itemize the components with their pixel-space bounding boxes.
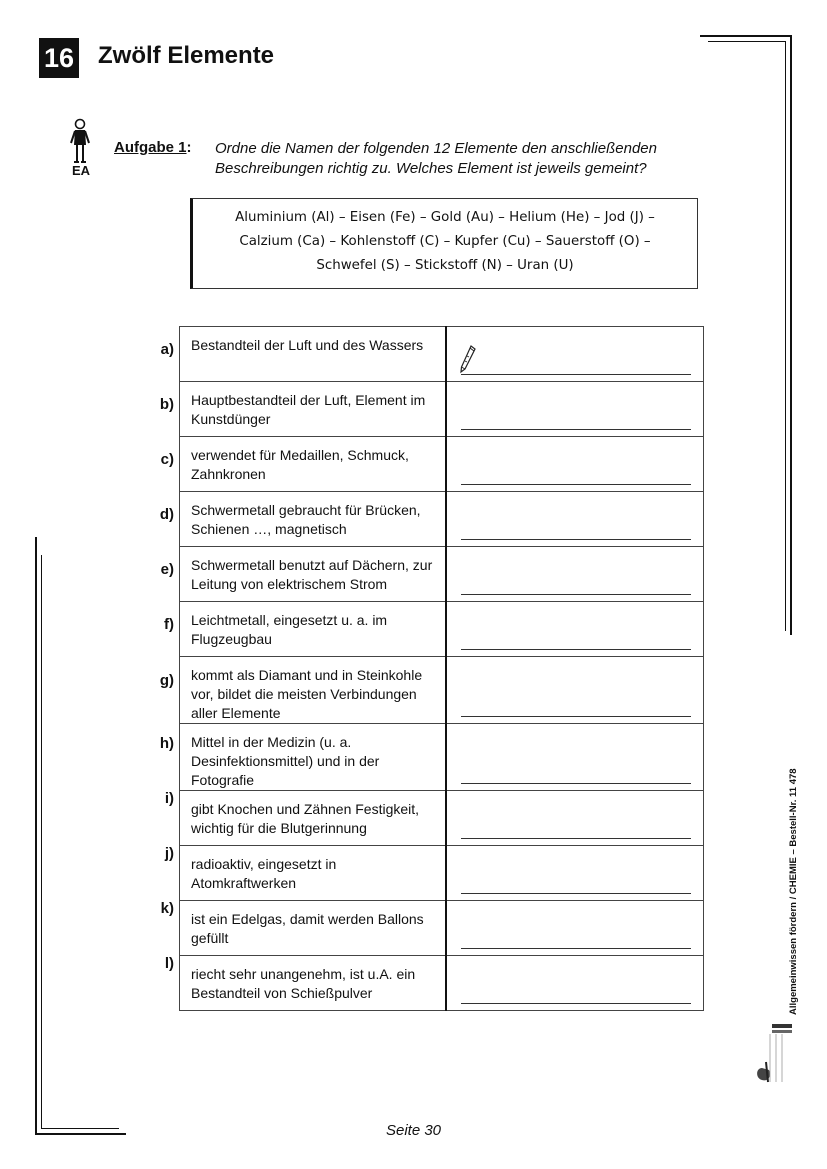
row-letter: b) <box>159 396 174 413</box>
table-row <box>180 547 704 602</box>
answer-field[interactable] <box>446 602 704 657</box>
row-description: radioaktiv, eingesetzt in Atomkraftwerken <box>180 846 446 901</box>
row-description: riecht sehr unangenehm, ist u.A. ein Bestandteil von Schießpulver <box>180 956 446 1011</box>
word-box-line: Calzium (Ca) – Kohlenstoff (C) – Kupfer (Cu) – Sauerstoff (O) – <box>239 234 651 249</box>
row-letter: h) <box>159 735 174 752</box>
answer-line <box>461 948 691 949</box>
answer-line <box>461 539 691 540</box>
frame-line-top-right-v2 <box>785 41 786 631</box>
answer-line <box>461 783 691 784</box>
answer-field[interactable] <box>446 901 704 956</box>
answer-field[interactable] <box>446 327 704 382</box>
row-letter: j) <box>164 845 174 862</box>
row-letter: f) <box>164 616 174 633</box>
row-letter: k) <box>160 900 174 917</box>
answer-line <box>461 649 691 650</box>
answer-field[interactable] <box>446 724 704 791</box>
page-title: Zwölf Elemente <box>98 42 275 69</box>
row-description: gibt Knochen und Zähnen Festigkeit, wichtig für die Blutgerinnung <box>180 791 446 846</box>
answer-field[interactable] <box>446 382 704 437</box>
row-description: Mittel in der Medizin (u. a. Desinfektionsmittel) und in der Fotografie <box>180 724 446 791</box>
table-row <box>180 327 704 382</box>
element-word-box <box>190 198 698 289</box>
frame-line-top-right-h1 <box>700 35 792 37</box>
answer-line <box>461 1003 691 1004</box>
task-label-text: Aufgabe 1 <box>114 139 187 156</box>
row-letter: c) <box>160 451 174 468</box>
row-description: Hauptbestandteil der Luft, Element im Kunstdünger <box>180 382 446 437</box>
question-table <box>179 326 704 1011</box>
table-row <box>180 492 704 547</box>
table-row <box>180 437 704 492</box>
row-description: Schwermetall benutzt auf Dächern, zur Leitung von elektrischem Strom <box>180 547 446 602</box>
answer-field[interactable] <box>446 492 704 547</box>
word-box-line: Aluminium (Al) – Eisen (Fe) – Gold (Au) – Helium (He) – Jod (J) – <box>235 210 655 225</box>
row-letter: i) <box>164 790 174 807</box>
frame-line-top-right-v1 <box>790 35 792 635</box>
answer-line <box>461 484 691 485</box>
answer-line <box>461 716 691 717</box>
answer-line <box>461 594 691 595</box>
answer-field[interactable] <box>446 846 704 901</box>
row-description: Leichtmetall, eingesetzt u. a. im Flugzeugbau <box>180 602 446 657</box>
answer-field[interactable] <box>446 547 704 602</box>
row-description: Bestandteil der Luft und des Wassers <box>180 327 446 382</box>
row-letter: l) <box>164 955 174 972</box>
row-description: verwendet für Medaillen, Schmuck, Zahnkronen <box>180 437 446 492</box>
work-mode-badge: EA <box>71 163 91 178</box>
task-instructions: Ordne die Namen der folgenden 12 Elemente den anschließenden Beschreibungen richtig zu. Welches Element ist jeweils gemeint? <box>215 140 657 177</box>
word-box-line: Schwefel (S) – Stickstoff (N) – Uran (U) <box>316 258 574 273</box>
answer-field[interactable] <box>446 956 704 1011</box>
answer-line <box>461 429 691 430</box>
row-letter: g) <box>159 672 174 689</box>
row-letter: d) <box>159 506 174 523</box>
row-letter: a) <box>160 341 174 358</box>
answer-line <box>461 893 691 894</box>
table-row <box>180 382 704 437</box>
side-info-text: Allgemeinwissen fördern / CHEMIE – Bestell-Nr. 11 478 <box>788 768 799 1015</box>
pencil-icon <box>459 344 477 374</box>
worksheet-number: 16 <box>39 38 79 78</box>
table-row <box>180 901 704 956</box>
table-row <box>180 602 704 657</box>
table-row <box>180 956 704 1011</box>
answer-field[interactable] <box>446 657 704 724</box>
table-row <box>180 657 704 724</box>
table-row <box>180 791 704 846</box>
answer-line <box>461 838 691 839</box>
table-row <box>180 846 704 901</box>
page-number: Seite 30 <box>385 1122 442 1139</box>
student-figure-icon <box>68 118 92 164</box>
answer-field[interactable] <box>446 791 704 846</box>
row-description: ist ein Edelgas, damit werden Ballons gefüllt <box>180 901 446 956</box>
frame-line-bottom-left-v1 <box>35 537 37 1135</box>
row-description: kommt als Diamant und in Steinkohle vor, bildet die meisten Verbindungen aller Elemente <box>180 657 446 724</box>
publisher-side-info <box>770 740 800 1030</box>
frame-line-bottom-left-v2 <box>41 555 42 1129</box>
table-row <box>180 724 704 791</box>
task-label-suffix: : <box>186 139 192 156</box>
task-label <box>114 139 192 156</box>
answer-line <box>461 374 691 375</box>
publisher-logo-icon <box>754 1020 794 1088</box>
answer-field[interactable] <box>446 437 704 492</box>
row-letter: e) <box>160 561 174 578</box>
row-description: Schwermetall gebraucht für Brücken, Schienen …, magnetisch <box>180 492 446 547</box>
frame-line-top-right-h2 <box>708 41 786 42</box>
